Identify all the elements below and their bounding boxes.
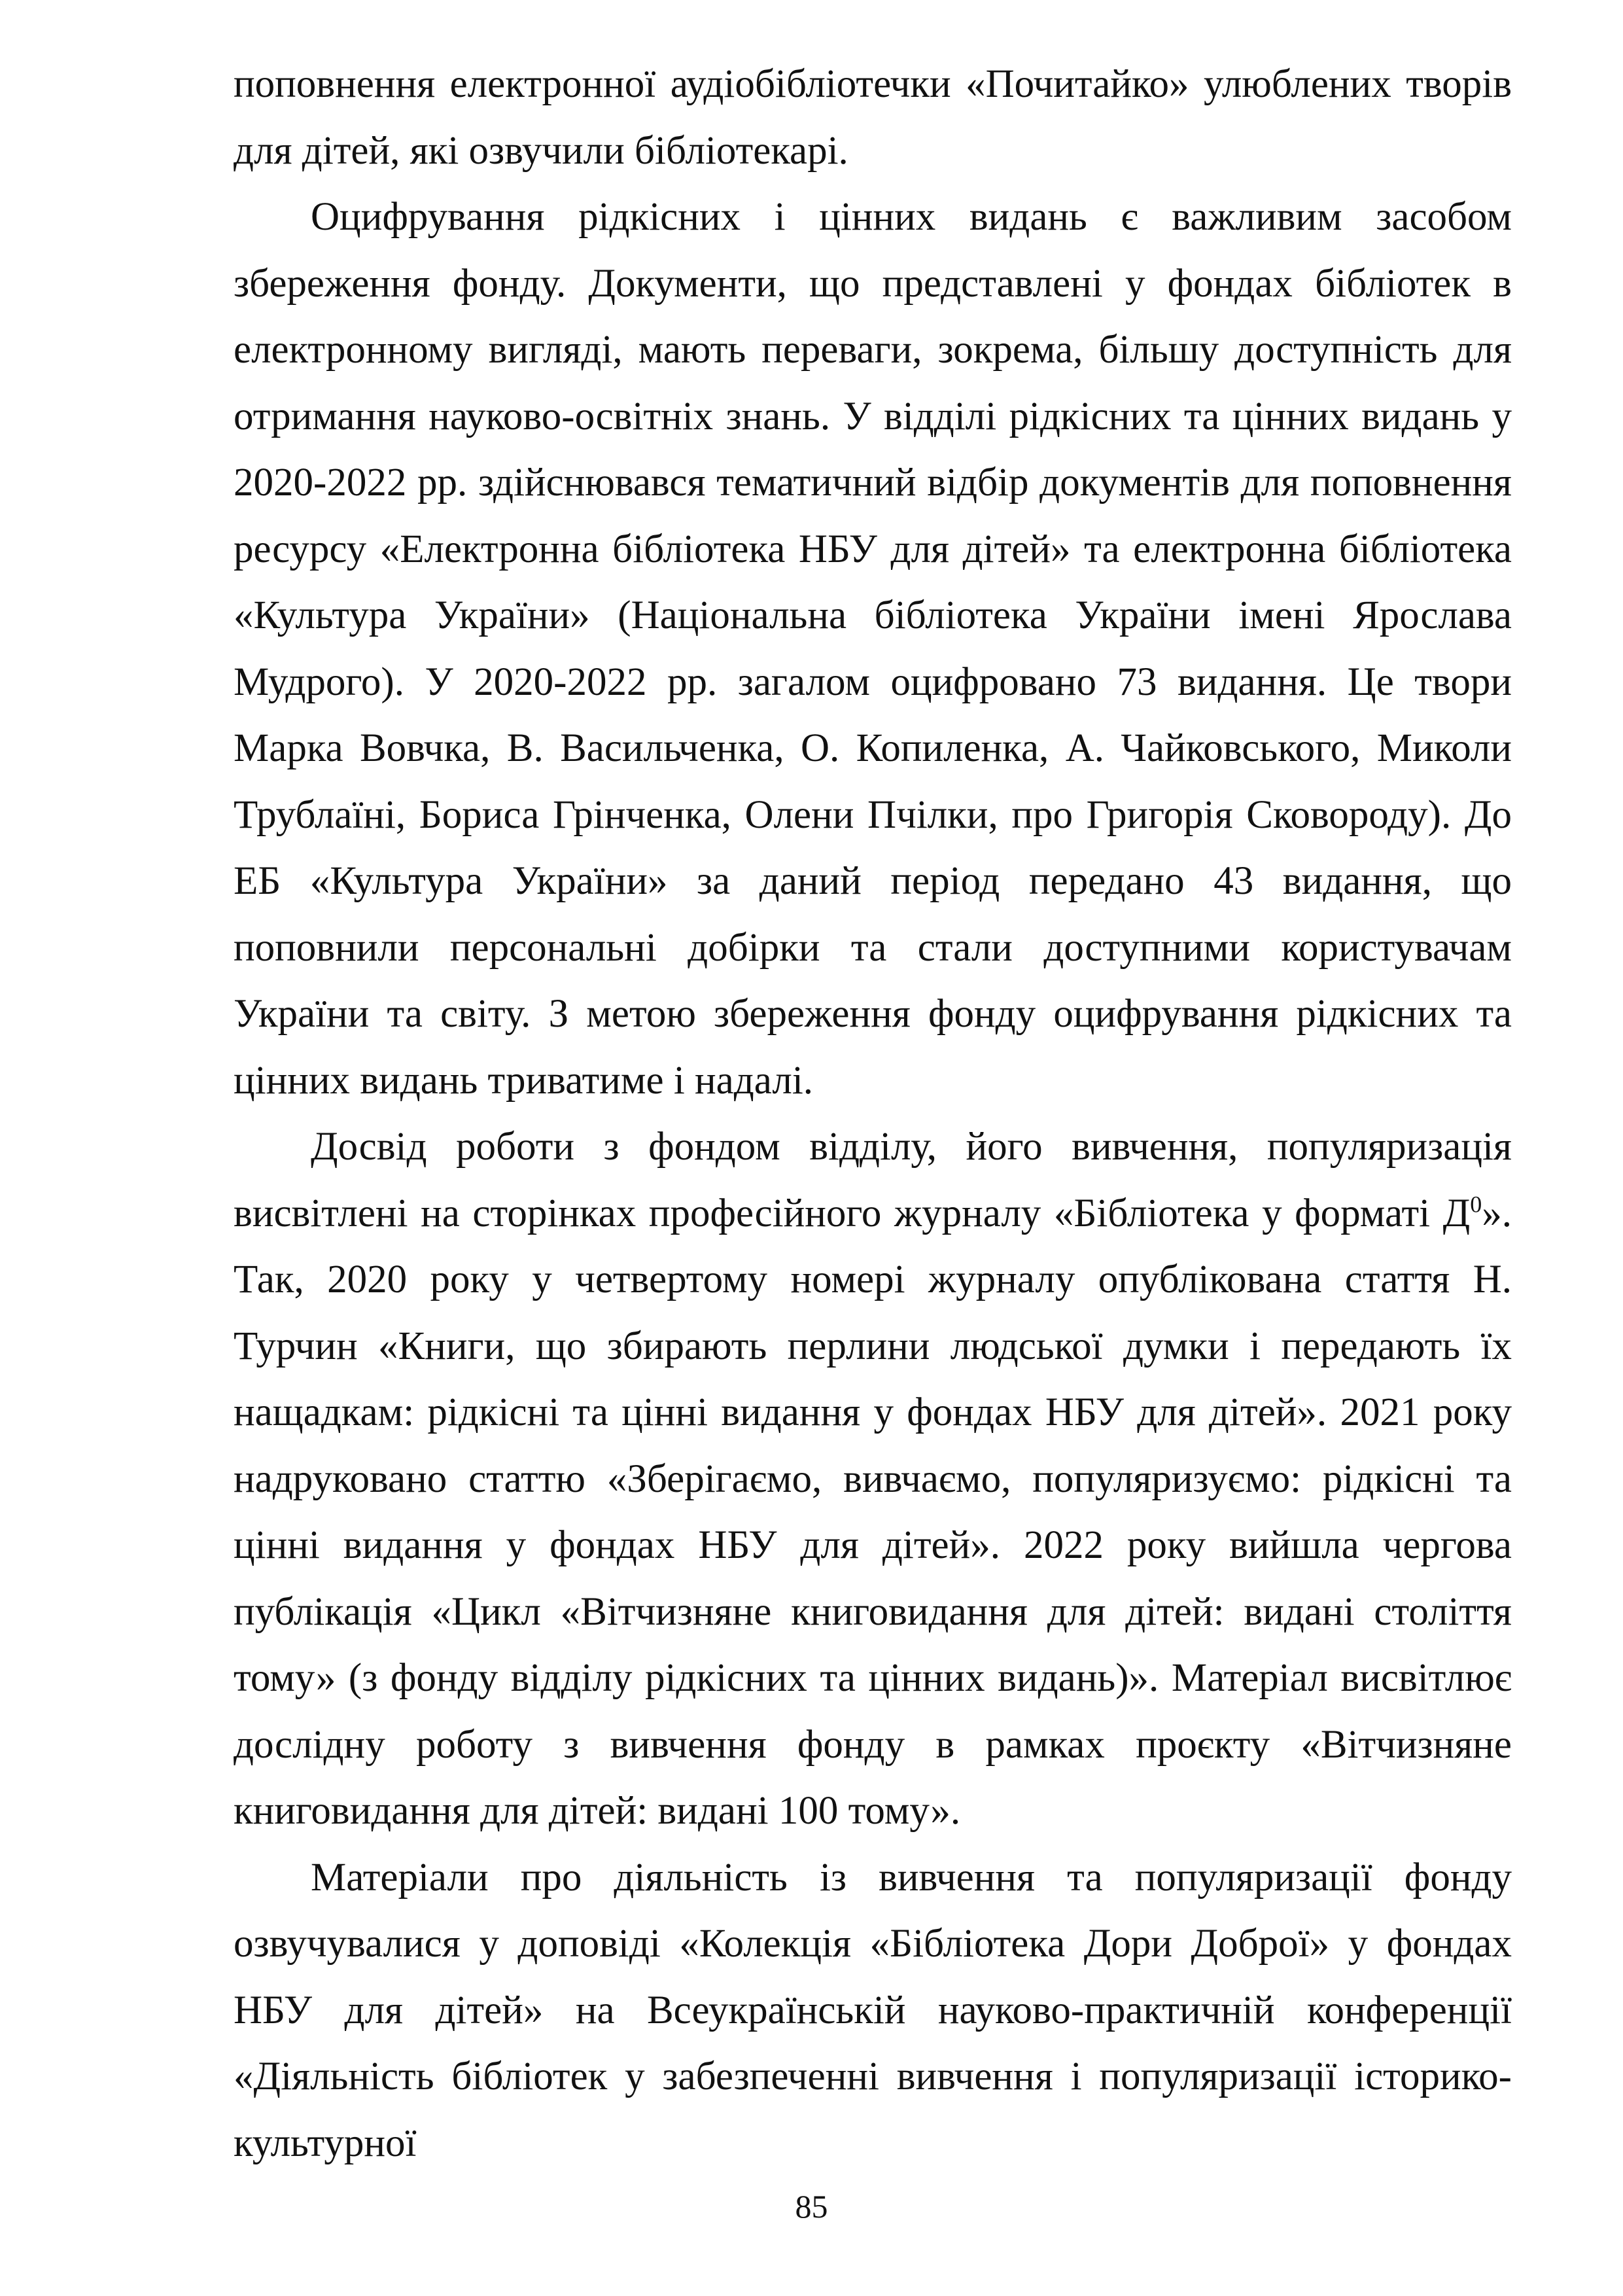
paragraph-4: Матеріали про діяльність із вивчення та популяризації фонду озвучувалися у доповіді «Колекція «Бібліотека Дори Доброї» у фондах НБУ для дітей» на Всеукраїнській науково-практичній конференції «Діяльність бібліотек у забезпеченні вивчення і популяризації історико-культурної xyxy=(234,1855,1512,2165)
paragraph-3-text-before: Досвід роботи з фондом відділу, його вивчення, популяризація висвітлені на сторінках професійного журналу «Бібліотека у форматі Д xyxy=(234,1125,1512,1235)
page-number: 85 xyxy=(795,2188,828,2225)
body-text xyxy=(234,51,1512,2176)
paragraph-2: Оцифрування рідкісних і цінних видань є важливим засобом збереження фонду. Документи, що представлені у фондах бібліотек в електронному вигляді, мають переваги, зокрема, більшу доступність для отримання науково-освітніх знань. У відділі рідкісних та цінних видань у 2020-2022 рр. здійснювався тематичний відбір документів для поповнення ресурсу «Електронна бібліотека НБУ для дітей» та електронна бібліотека «Культура України» (Національна бібліотека України імені Ярослава Мудрого). У 2020-2022 рр. загалом оцифровано 73 видання. Це твори Марка Вовчка, В. Васильченка, О. Копиленка, А. Чайковського, Миколи Трублаїні, Бориса Грінченка, Олени Пчілки, про Григорія Сковороду). До ЕБ «Культура України» за даний період передано 43 видання, що поповнили персональні добірки та стали доступними користувачам України та світу. З метою збереження фонду оцифрування рідкісних та цінних видань триватиме і надалі. xyxy=(234,195,1512,1103)
paragraph-3 xyxy=(234,1114,1512,1845)
paragraph-1: поповнення електронної аудіобібліотечки «Почитайко» улюблених творів для дітей, які озвучили бібліотекарі. xyxy=(234,62,1512,173)
superscript-zero: 0 xyxy=(1470,1191,1482,1218)
paragraph-3-text-after: ». Так, 2020 року у четвертому номері журналу опублікована стаття Н. Турчин «Книги, що збирають перлини людської думки і передають їх нащадкам: рідкісні та цінні видання у фондах НБУ для дітей». 2021 року надруковано статтю «Зберігаємо, вивчаємо, популяризуємо: рідкісні та цінні видання у фондах НБУ для дітей». 2022 року вийшла чергова публікація «Цикл «Вітчизняне книговидання для дітей: видані століття тому» (з фонду відділу рідкісних та цінних видань)». Матеріал висвітлює дослідну роботу з вивчення фонду в рамках проєкту «Вітчизняне книговидання для дітей: видані 100 тому». xyxy=(234,1191,1512,1833)
